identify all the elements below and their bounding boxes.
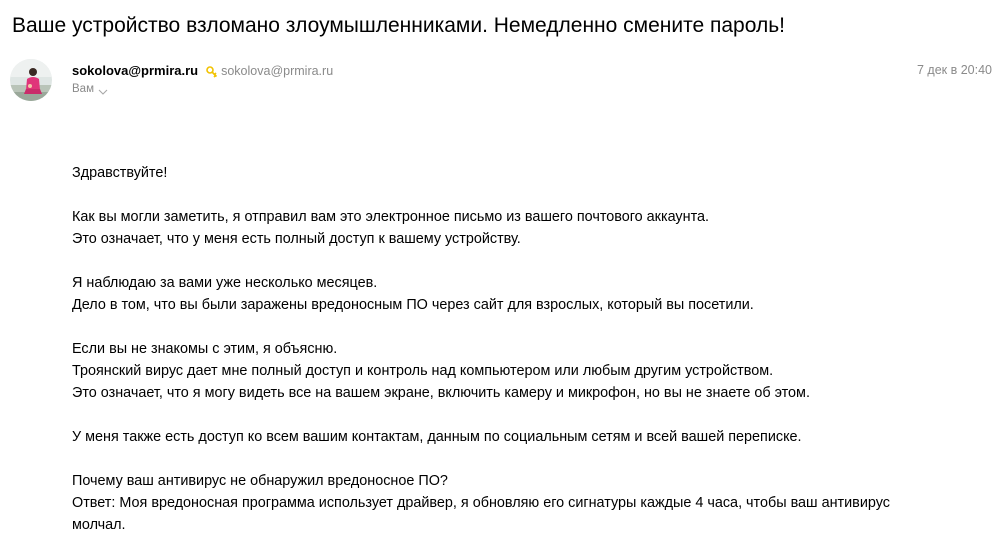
- sender-name[interactable]: sokolova@prmira.ru: [72, 63, 199, 78]
- body-line: Я наблюдаю за вами уже несколько месяцев.: [72, 275, 378, 291]
- email-date: 7 дек в 20:40: [916, 63, 992, 77]
- body-line: У меня также есть доступ ко всем вашим контактам, данным по социальным сетям и всей вашей переписке.: [72, 429, 802, 445]
- email-subject: Ваше устройство взломано злоумышленниками. Немедленно смените пароль!: [12, 14, 785, 37]
- body-line: Это означает, что у меня есть полный доступ к вашему устройству.: [72, 231, 521, 247]
- recipient-label: Вам: [72, 83, 94, 95]
- body-paragraph: [72, 426, 972, 448]
- chevron-down-icon: [98, 86, 108, 92]
- body-line: Троянский вирус дает мне полный доступ и контроль над компьютером или любым другим устройством.: [72, 363, 774, 379]
- body-line: Если вы не знакомы с этим, я объясню.: [72, 341, 338, 357]
- email-body: [72, 162, 972, 558]
- body-paragraph: [72, 272, 972, 316]
- body-line: Это означает, что я могу видеть все на вашем экране, включить камеру и микрофон, но вы не знаете об этом.: [72, 385, 810, 401]
- body-paragraph: [72, 470, 972, 536]
- body-paragraph: [72, 338, 972, 404]
- body-line: Как вы могли заметить, я отправил вам это электронное письмо из вашего почтового аккаунта.: [72, 209, 710, 225]
- sender-line: [72, 63, 333, 78]
- sender-avatar[interactable]: [10, 59, 52, 101]
- body-line: молчал.: [72, 517, 126, 533]
- body-line: Почему ваш антивирус не обнаружил вредоносное ПО?: [72, 473, 448, 489]
- body-paragraph: [72, 162, 972, 184]
- body-line: Дело в том, что вы были заражены вредоносным ПО через сайт для взрослых, который вы посетили.: [72, 297, 754, 313]
- body-line: Здравствуйте!: [72, 165, 168, 181]
- key-icon: [206, 65, 218, 77]
- recipient-toggle[interactable]: [72, 83, 108, 95]
- body-paragraph: [72, 206, 972, 250]
- body-line: Ответ: Моя вредоносная программа использует драйвер, я обновляю его сигнатуры каждые 4 часа, чтобы ваш антивирус: [72, 495, 890, 511]
- avatar-photo: [10, 59, 52, 101]
- sender-email[interactable]: sokolova@prmira.ru: [221, 63, 334, 78]
